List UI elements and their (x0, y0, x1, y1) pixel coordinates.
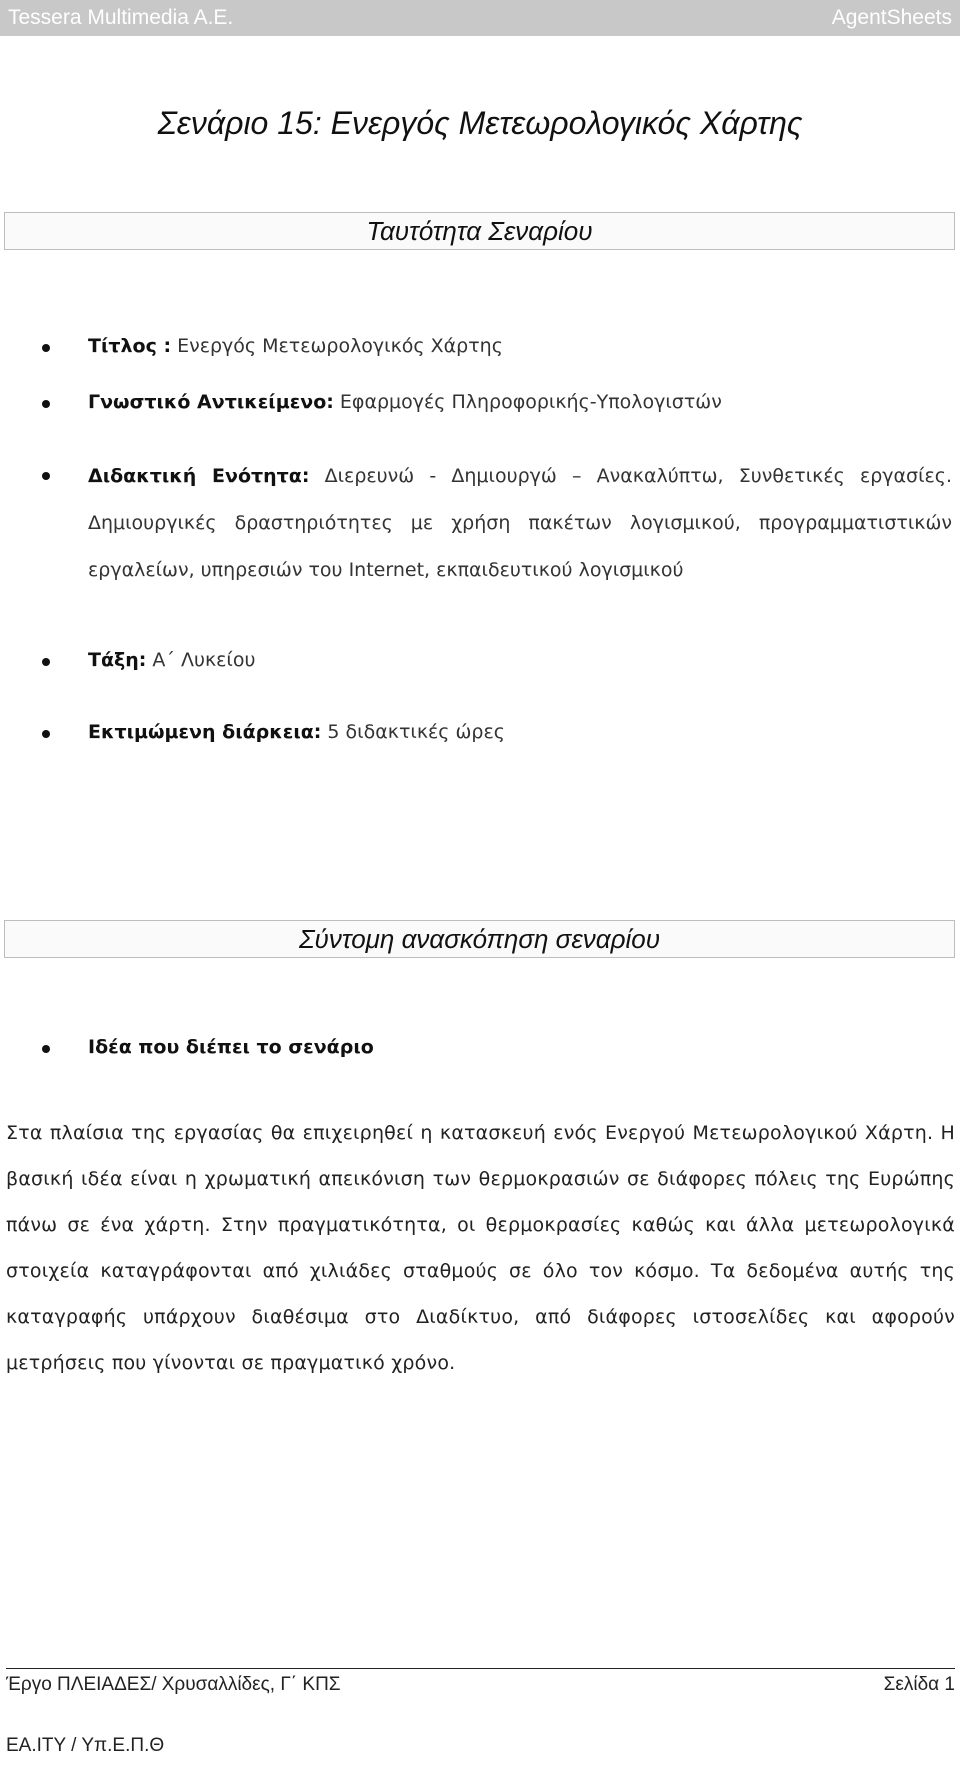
section-heading-overview: Σύντομη ανασκόπηση σεναρίου (4, 920, 955, 958)
item-label: Ιδέα που διέπει το σενάριο (88, 1036, 374, 1058)
bullet-icon (42, 400, 50, 408)
item-label: Τάξη: (88, 649, 147, 671)
bullet-icon (42, 1045, 50, 1053)
product-name: AgentSheets (831, 6, 952, 29)
page-number: Σελίδα 1 (883, 1674, 955, 1695)
bullet-icon (42, 658, 50, 666)
page-footer (6, 1674, 955, 1696)
bullet-icon (42, 730, 50, 738)
page-header (0, 0, 960, 36)
item-value: Α΄ Λυκείου (146, 649, 256, 671)
page-title: Σενάριο 15: Ενεργός Μετεωρολογικός Χάρτης (157, 105, 803, 141)
bullet-icon (42, 472, 50, 480)
item-label: Γνωστικό Αντικείμενο: (88, 391, 334, 413)
footer-code: ΕΑ.ΙΤΥ / Υπ.Ε.Π.Θ (6, 1735, 165, 1756)
item-value: Διερευνώ - Δημιουργώ – Ανακαλύπτω, Συνθετικές εργασίες. Δημιουργικές δραστηριότητες με χρήση πακέτων λογισμικού, προγραμματιστικών εργαλείων, υπηρεσιών του Internet, εκπαιδευτικού λογισμικού (88, 465, 952, 581)
footer-divider (6, 1668, 955, 1669)
bullet-icon (42, 344, 50, 352)
item-label: Εκτιμώμενη διάρκεια: (88, 721, 322, 743)
section-heading-identity: Ταυτότητα Σεναρίου (4, 212, 955, 250)
item-value: Ενεργός Μετεωρολογικός Χάρτης (171, 335, 503, 357)
overview-paragraph: Στα πλαίσια της εργασίας θα επιχειρηθεί η κατασκευή ενός Ενεργού Μετεωρολογικού Χάρτη. Η βασική ιδέα είναι η χρωματική απεικόνιση των θερμοκρασιών σε διάφορες πόλεις της Ευρώπης πάνω σε ένα χάρτη. Στην πραγματικότητα, οι θερμοκρασίες καθώς και άλλα μετεωρολογικά στοιχεία καταγράφονται από χιλιάδες σταθμούς σε όλο τον κόσμο. Τα δεδομένα αυτής της καταγραφής υπάρχουν διαθέσιμα στο Διαδίκτυο, από διάφορες ιστοσελίδες και αφορούν μετρήσεις που γίνονται σε πραγματικό χρόνο. (6, 1122, 955, 1374)
item-label: Διδακτική Ενότητα: (88, 465, 310, 487)
footer-project: Έργο ΠΛΕΙΑΔΕΣ/ Χρυσαλλίδες, Γ΄ ΚΠΣ (6, 1674, 341, 1695)
item-value: Εφαρμογές Πληροφορικής-Υπολογιστών (333, 391, 722, 413)
item-value: 5 διδακτικές ώρες (321, 721, 505, 743)
item-label: Τίτλος : (88, 335, 172, 357)
company-name: Tessera Multimedia A.E. (8, 6, 234, 29)
